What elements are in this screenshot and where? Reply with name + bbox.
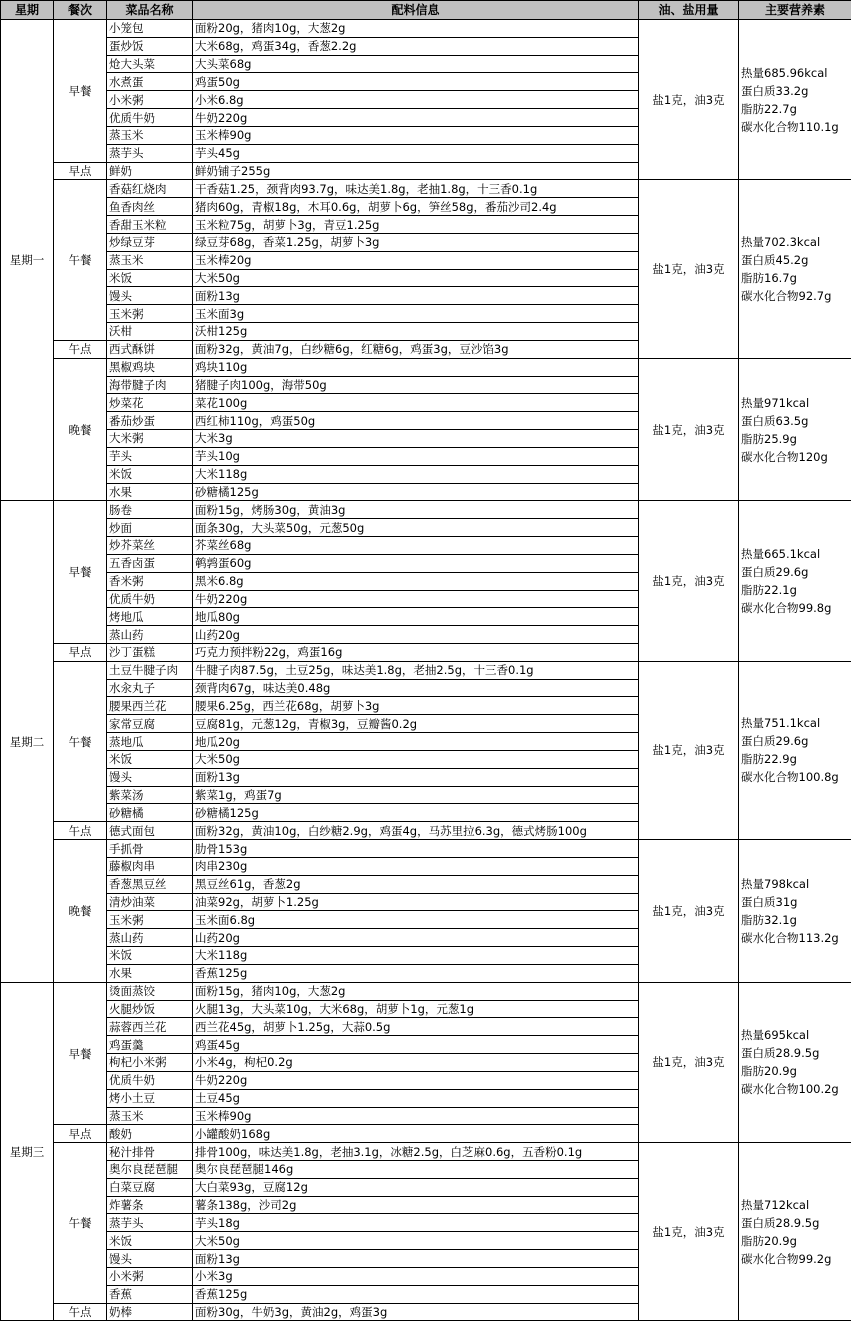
table-row <box>1 180 851 198</box>
dish-name: 小笼包 <box>107 20 193 38</box>
dish-name: 蒸地瓜 <box>107 733 193 751</box>
dish-ingredients: 猪腱子肉100g，海带50g <box>193 376 639 394</box>
table-row <box>1 1143 851 1161</box>
nutrients-cell <box>739 1143 851 1321</box>
nutrient-line: 脂肪22.7g <box>741 101 797 116</box>
nutrient-line: 蛋白质29.6g <box>741 734 809 749</box>
dish-ingredients: 面粉13g <box>193 287 639 305</box>
dish-name: 小米粥 <box>107 1267 193 1285</box>
dish-ingredients: 玉米面6.8g <box>193 911 639 929</box>
dish-name: 肠卷 <box>107 501 193 519</box>
dish-name: 炝大头菜 <box>107 55 193 73</box>
dish-ingredients: 香蕉125g <box>193 964 639 982</box>
dish-name: 馒头 <box>107 287 193 305</box>
dish-name: 沃柑 <box>107 323 193 341</box>
dish-ingredients: 绿豆芽68g，香菜1.25g，胡萝卜3g <box>193 233 639 251</box>
dish-name: 香甜玉米粒 <box>107 216 193 234</box>
nutrients-cell <box>739 982 851 1142</box>
dish-name: 酸奶 <box>107 1125 193 1143</box>
dish-ingredients: 香蕉125g <box>193 1285 639 1303</box>
dish-ingredients: 紫菜1g，鸡蛋7g <box>193 786 639 804</box>
dish-ingredients: 土豆45g <box>193 1089 639 1107</box>
nutrients-cell <box>739 358 851 501</box>
dish-name: 米饭 <box>107 750 193 768</box>
dish-ingredients: 沃柑125g <box>193 323 639 341</box>
dish-name: 蒸山药 <box>107 929 193 947</box>
dish-ingredients: 面条30g，大头菜50g，元葱50g <box>193 519 639 537</box>
dish-name: 香菇红烧肉 <box>107 180 193 198</box>
dish-name: 水果 <box>107 483 193 501</box>
dish-ingredients: 面粉20g，猪肉10g，大葱2g <box>193 20 639 38</box>
dish-ingredients: 面粉32g，黄油10g，白纱糖2.9g，鸡蛋4g，马苏里拉6.3g，德式烤肠100g <box>193 822 639 840</box>
dish-name: 蒸玉米 <box>107 251 193 269</box>
dish-name: 番茄炒蛋 <box>107 412 193 430</box>
oil-salt-cell: 盐1克，油3克 <box>639 1143 739 1321</box>
nutrient-line: 碳水化合物100.8g <box>741 770 839 785</box>
dish-name: 鸡蛋羹 <box>107 1036 193 1054</box>
dish-ingredients: 玉米面3g <box>193 305 639 323</box>
dish-ingredients: 黑米6.8g <box>193 572 639 590</box>
dish-name: 玉米粥 <box>107 305 193 323</box>
dish-ingredients: 黑豆丝61g，香葱2g <box>193 875 639 893</box>
oil-salt-cell: 盐1克，油3克 <box>639 358 739 501</box>
dish-ingredients: 排骨100g，味达美1.8g，老抽3.1g，冰糖2.5g，白芝麻0.6g，五香粉0.1g <box>193 1143 639 1161</box>
header-oil-salt: 油、盐用量 <box>639 1 739 20</box>
dish-ingredients: 面粉15g，猪肉10g，大葱2g <box>193 982 639 1000</box>
dish-name: 优质牛奶 <box>107 590 193 608</box>
dish-name: 香葱黑豆丝 <box>107 875 193 893</box>
nutrient-line: 脂肪16.7g <box>741 271 797 286</box>
dish-ingredients: 芥菜丝68g <box>193 537 639 555</box>
dish-name: 藤椒肉串 <box>107 857 193 875</box>
dish-ingredients: 牛奶220g <box>193 1071 639 1089</box>
dish-ingredients: 颈背肉67g，味达美0.48g <box>193 679 639 697</box>
dish-name: 蒜蓉西兰花 <box>107 1018 193 1036</box>
dish-ingredients: 小米4g，枸杞0.2g <box>193 1054 639 1072</box>
dish-name: 炸薯条 <box>107 1196 193 1214</box>
nutrient-line: 蛋白质29.6g <box>741 565 809 580</box>
dish-ingredients: 菜花100g <box>193 394 639 412</box>
nutrient-line: 碳水化合物92.7g <box>741 289 832 304</box>
dish-ingredients: 大米50g <box>193 269 639 287</box>
dish-name: 砂糖橘 <box>107 804 193 822</box>
dish-ingredients: 地瓜20g <box>193 733 639 751</box>
meal-cell: 午餐 <box>54 1143 107 1303</box>
dish-name: 奥尔良琵琶腿 <box>107 1161 193 1179</box>
meal-cell: 早点 <box>54 643 107 661</box>
dish-ingredients: 山药20g <box>193 626 639 644</box>
dish-ingredients: 小米3g <box>193 1267 639 1285</box>
dish-ingredients: 大米50g <box>193 750 639 768</box>
dish-ingredients: 山药20g <box>193 929 639 947</box>
dish-name: 小米粥 <box>107 91 193 109</box>
dish-name: 米饭 <box>107 465 193 483</box>
dish-name: 鱼香肉丝 <box>107 198 193 216</box>
dish-ingredients: 鸡蛋45g <box>193 1036 639 1054</box>
dish-ingredients: 大白菜93g，豆腐12g <box>193 1178 639 1196</box>
nutrient-line: 热量712kcal <box>741 1197 810 1212</box>
dish-ingredients: 小米6.8g <box>193 91 639 109</box>
dish-ingredients: 面粉13g <box>193 768 639 786</box>
nutrient-line: 脂肪22.1g <box>741 583 797 598</box>
weekday-cell: 星期二 <box>1 501 54 982</box>
dish-ingredients: 芋头45g <box>193 144 639 162</box>
dish-name: 蒸芋头 <box>107 1214 193 1232</box>
dish-ingredients: 芋头18g <box>193 1214 639 1232</box>
nutrient-line: 热量695kcal <box>741 1028 810 1043</box>
dish-name: 炒芥菜丝 <box>107 537 193 555</box>
oil-salt-cell: 盐1克，油3克 <box>639 501 739 661</box>
nutrient-line: 热量798kcal <box>741 876 810 891</box>
nutrient-line: 脂肪22.9g <box>741 752 797 767</box>
nutrient-line: 脂肪20.9g <box>741 1064 797 1079</box>
nutrient-line: 蛋白质33.2g <box>741 83 809 98</box>
dish-name: 白菜豆腐 <box>107 1178 193 1196</box>
dish-name: 鲜奶 <box>107 162 193 180</box>
nutrient-line: 碳水化合物120g <box>741 449 828 464</box>
meal-cell: 午点 <box>54 340 107 358</box>
dish-name: 清炒油菜 <box>107 893 193 911</box>
meal-cell: 午点 <box>54 822 107 840</box>
nutrients-cell <box>739 180 851 358</box>
dish-name: 紫菜汤 <box>107 786 193 804</box>
dish-ingredients: 油菜92g，胡萝卜1.25g <box>193 893 639 911</box>
meal-cell: 早餐 <box>54 501 107 644</box>
table-row <box>1 661 851 679</box>
dish-ingredients: 大米3g <box>193 430 639 448</box>
menu-body <box>1 20 851 1321</box>
nutrient-line: 脂肪25.9g <box>741 431 797 446</box>
nutrients-cell <box>739 501 851 661</box>
nutrient-line: 热量685.96kcal <box>741 65 828 80</box>
nutrient-line: 碳水化合物99.2g <box>741 1251 832 1266</box>
dish-ingredients: 鸡块110g <box>193 358 639 376</box>
nutrient-line: 热量751.1kcal <box>741 716 821 731</box>
dish-ingredients: 小罐酸奶168g <box>193 1125 639 1143</box>
dish-ingredients: 鹌鹑蛋60g <box>193 554 639 572</box>
nutrient-line: 热量665.1kcal <box>741 547 821 562</box>
table-row <box>1 840 851 858</box>
dish-name: 奶棒 <box>107 1303 193 1321</box>
dish-name: 大米粥 <box>107 430 193 448</box>
dish-name: 烫面蒸饺 <box>107 982 193 1000</box>
meal-cell: 午餐 <box>54 180 107 340</box>
dish-ingredients: 大头菜68g <box>193 55 639 73</box>
header-row <box>1 1 851 20</box>
nutrient-line: 碳水化合物99.8g <box>741 601 832 616</box>
dish-ingredients: 腰果6.25g，西兰花68g，胡萝卜3g <box>193 697 639 715</box>
oil-salt-cell: 盐1克，油3克 <box>639 840 739 983</box>
dish-name: 西式酥饼 <box>107 340 193 358</box>
nutrient-line: 蛋白质63.5g <box>741 413 809 428</box>
dish-name: 馒头 <box>107 768 193 786</box>
dish-name: 米饭 <box>107 269 193 287</box>
dish-ingredients: 玉米棒20g <box>193 251 639 269</box>
dish-name: 水煮蛋 <box>107 73 193 91</box>
dish-name: 蒸山药 <box>107 626 193 644</box>
dish-ingredients: 玉米棒90g <box>193 126 639 144</box>
dish-name: 手抓骨 <box>107 840 193 858</box>
dish-ingredients: 大米68g，鸡蛋34g，香葱2.2g <box>193 37 639 55</box>
table-row <box>1 358 851 376</box>
meal-cell: 午餐 <box>54 661 107 821</box>
nutrient-line: 蛋白质28.9.5g <box>741 1046 820 1061</box>
nutrient-line: 蛋白质28.9.5g <box>741 1215 820 1230</box>
dish-name: 炒菜花 <box>107 394 193 412</box>
dish-ingredients: 砂糖橘125g <box>193 804 639 822</box>
dish-ingredients: 豆腐81g，元葱12g，青椒3g，豆瓣酱0.2g <box>193 715 639 733</box>
dish-ingredients: 薯条138g，沙司2g <box>193 1196 639 1214</box>
oil-salt-cell: 盐1克，油3克 <box>639 180 739 358</box>
dish-ingredients: 猪肉60g，青椒18g，木耳0.6g，胡萝卜6g，笋丝58g，番茄沙司2.4g <box>193 198 639 216</box>
dish-ingredients: 玉米棒90g <box>193 1107 639 1125</box>
nutrient-line: 碳水化合物110.1g <box>741 119 839 134</box>
dish-name: 优质牛奶 <box>107 1071 193 1089</box>
dish-name: 枸杞小米粥 <box>107 1054 193 1072</box>
dish-ingredients: 鸡蛋50g <box>193 73 639 91</box>
dish-name: 德式面包 <box>107 822 193 840</box>
dish-ingredients: 火腿13g，大头菜10g，大米68g，胡萝卜1g，元葱1g <box>193 1000 639 1018</box>
weekday-cell: 星期一 <box>1 20 54 501</box>
dish-ingredients: 巧克力预拌粉22g，鸡蛋16g <box>193 643 639 661</box>
oil-salt-cell: 盐1克，油3克 <box>639 982 739 1142</box>
nutrient-line: 脂肪32.1g <box>741 912 797 927</box>
table-row <box>1 501 851 519</box>
weekday-cell: 星期三 <box>1 982 54 1321</box>
dish-name: 炒绿豆芽 <box>107 233 193 251</box>
dish-name: 香米粥 <box>107 572 193 590</box>
dish-name: 烤小土豆 <box>107 1089 193 1107</box>
dish-ingredients: 砂糖橘125g <box>193 483 639 501</box>
dish-name: 烤地瓜 <box>107 608 193 626</box>
dish-ingredients: 肉串230g <box>193 857 639 875</box>
meal-cell: 晚餐 <box>54 358 107 501</box>
dish-name: 火腿炒饭 <box>107 1000 193 1018</box>
nutrient-line: 碳水化合物113.2g <box>741 930 839 945</box>
dish-ingredients: 玉米粒75g，胡萝卜3g，青豆1.25g <box>193 216 639 234</box>
dish-ingredients: 面粉30g，牛奶3g，黄油2g，鸡蛋3g <box>193 1303 639 1321</box>
dish-name: 蛋炒饭 <box>107 37 193 55</box>
dish-ingredients: 大米118g <box>193 465 639 483</box>
nutrient-line: 脂肪20.9g <box>741 1233 797 1248</box>
dish-ingredients: 干香菇1.25，颈背肉93.7g，味达美1.8g，老抽1.8g，十三香0.1g <box>193 180 639 198</box>
meal-cell: 晚餐 <box>54 840 107 983</box>
header-meal: 餐次 <box>54 1 107 20</box>
meal-cell: 早点 <box>54 1125 107 1143</box>
nutrients-cell <box>739 661 851 839</box>
dish-name: 五香卤蛋 <box>107 554 193 572</box>
dish-name: 米饭 <box>107 947 193 965</box>
dish-name: 水汆丸子 <box>107 679 193 697</box>
oil-salt-cell: 盐1克，油3克 <box>639 661 739 839</box>
dish-ingredients: 肋骨153g <box>193 840 639 858</box>
table-row <box>1 982 851 1000</box>
header-ingredients: 配料信息 <box>193 1 639 20</box>
nutrient-line: 热量702.3kcal <box>741 235 821 250</box>
dish-name: 海带腱子肉 <box>107 376 193 394</box>
dish-name: 黑椒鸡块 <box>107 358 193 376</box>
dish-ingredients: 西兰花45g，胡萝卜1.25g，大蒜0.5g <box>193 1018 639 1036</box>
dish-name: 腰果西兰花 <box>107 697 193 715</box>
dish-ingredients: 面粉32g，黄油7g，白纱糖6g，红糖6g，鸡蛋3g，豆沙馅3g <box>193 340 639 358</box>
dish-ingredients: 西红柿110g，鸡蛋50g <box>193 412 639 430</box>
dish-name: 米饭 <box>107 1232 193 1250</box>
header-weekday: 星期 <box>1 1 54 20</box>
dish-name: 蒸玉米 <box>107 126 193 144</box>
nutrient-line: 蛋白质45.2g <box>741 253 809 268</box>
dish-ingredients: 大米118g <box>193 947 639 965</box>
dish-name: 家常豆腐 <box>107 715 193 733</box>
dish-name: 蒸芋头 <box>107 144 193 162</box>
dish-ingredients: 地瓜80g <box>193 608 639 626</box>
dish-name: 水果 <box>107 964 193 982</box>
dish-ingredients: 芋头10g <box>193 447 639 465</box>
nutrients-cell <box>739 840 851 983</box>
dish-ingredients: 牛奶220g <box>193 109 639 127</box>
dish-name: 土豆牛腱子肉 <box>107 661 193 679</box>
header-nutrients: 主要营养素 <box>739 1 851 20</box>
nutrient-line: 热量971kcal <box>741 395 810 410</box>
dish-name: 香蕉 <box>107 1285 193 1303</box>
header-dish-name: 菜品名称 <box>107 1 193 20</box>
dish-name: 玉米粥 <box>107 911 193 929</box>
dish-name: 馒头 <box>107 1250 193 1268</box>
dish-name: 优质牛奶 <box>107 109 193 127</box>
dish-ingredients: 奥尔良琵琶腿146g <box>193 1161 639 1179</box>
nutrient-line: 蛋白质31g <box>741 894 798 909</box>
meal-cell: 早点 <box>54 162 107 180</box>
nutrients-cell <box>739 20 851 180</box>
dish-ingredients: 牛奶220g <box>193 590 639 608</box>
meal-cell: 早餐 <box>54 982 107 1125</box>
dish-name: 炒面 <box>107 519 193 537</box>
nutrient-line: 碳水化合物100.2g <box>741 1082 839 1097</box>
table-row <box>1 20 851 38</box>
dish-ingredients: 牛腱子肉87.5g，土豆25g，味达美1.8g，老抽2.5g，十三香0.1g <box>193 661 639 679</box>
meal-cell: 午点 <box>54 1303 107 1321</box>
dish-name: 沙丁蛋糕 <box>107 643 193 661</box>
meal-cell: 早餐 <box>54 20 107 163</box>
dish-ingredients: 大米50g <box>193 1232 639 1250</box>
dish-name: 蒸玉米 <box>107 1107 193 1125</box>
dish-ingredients: 鲜奶铺子255g <box>193 162 639 180</box>
dish-ingredients: 面粉13g <box>193 1250 639 1268</box>
dish-name: 秘汁排骨 <box>107 1143 193 1161</box>
oil-salt-cell: 盐1克，油3克 <box>639 20 739 180</box>
dish-ingredients: 面粉15g，烤肠30g，黄油3g <box>193 501 639 519</box>
dish-name: 芋头 <box>107 447 193 465</box>
